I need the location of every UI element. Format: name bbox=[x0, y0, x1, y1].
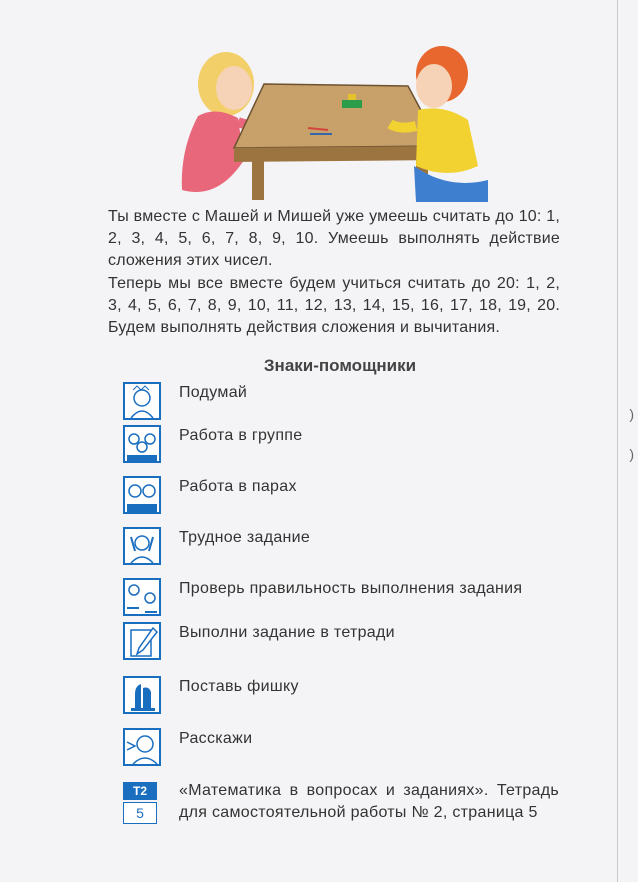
legend-label: Работа в группе bbox=[179, 427, 303, 444]
badge-page-number: 5 bbox=[123, 802, 157, 824]
think-icon bbox=[123, 382, 161, 420]
legend-label: Работа в парах bbox=[179, 478, 297, 495]
chess-piece-icon bbox=[123, 676, 161, 714]
group-work-icon bbox=[123, 425, 161, 463]
legend-item-pair-work bbox=[123, 476, 563, 516]
workbook-reference-text: «Математика в вопросах и заданиях». Тетрадь для самостоятельной работы № 2, страница 5 bbox=[179, 782, 559, 821]
legend-item-group-work bbox=[123, 425, 563, 465]
intro-text bbox=[108, 206, 560, 339]
intro-paragraph-2: Теперь мы все вместе будем учиться считать до 20: 1, 2, 3, 4, 5, 6, 7, 8, 9, 10, 11, 12, 13, 14, 15, 16, 17, 18, 19, 20. Будем выполнять действия сложения и вычитания. bbox=[108, 274, 560, 337]
intro-paragraph-1: Ты вместе с Машей и Мишей уже умеешь считать до 10: 1, 2, 3, 4, 5, 6, 7, 8, 9, 10. Умеешь выполнять действие сложения этих чисел. bbox=[108, 208, 560, 270]
legend-item-check bbox=[123, 578, 563, 618]
legend-label: Подумай bbox=[179, 384, 248, 401]
legend-label: Расскажи bbox=[179, 730, 253, 747]
legend-item-tell bbox=[123, 728, 563, 768]
margin-mark: ) bbox=[629, 446, 634, 462]
workbook-badge bbox=[123, 782, 159, 826]
notebook-pencil-icon bbox=[123, 622, 161, 660]
tell-icon bbox=[123, 728, 161, 766]
legend-label: Проверь правильность выполнения задания bbox=[179, 580, 523, 597]
legend-title: Знаки-помощники bbox=[263, 356, 417, 375]
children-at-table-illustration bbox=[178, 30, 490, 202]
legend-item-think bbox=[123, 382, 563, 422]
page-edge bbox=[617, 0, 618, 882]
legend-label: Поставь фишку bbox=[179, 678, 299, 695]
legend-label: Выполни задание в тетради bbox=[179, 624, 395, 641]
difficult-task-icon bbox=[123, 527, 161, 565]
legend-label: Трудное задание bbox=[179, 529, 311, 546]
badge-workbook-number: Т2 bbox=[123, 782, 157, 800]
legend-item-difficult-task bbox=[123, 527, 563, 567]
check-icon bbox=[123, 578, 161, 616]
legend-item-chess-piece bbox=[123, 676, 563, 716]
margin-mark: ) bbox=[629, 406, 634, 422]
pair-work-icon bbox=[123, 476, 161, 514]
legend-item-notebook bbox=[123, 622, 563, 662]
